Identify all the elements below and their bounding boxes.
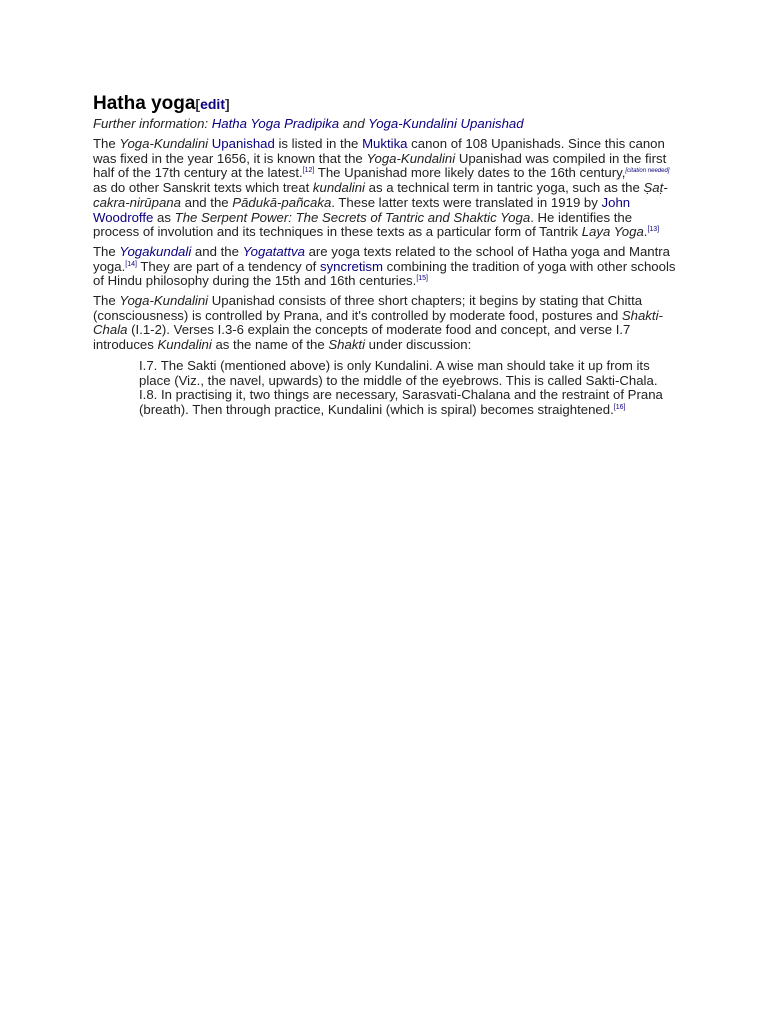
text: They are part of a tendency of: [136, 258, 320, 274]
italic-text: Kundalini: [157, 337, 212, 353]
text: canon of 108 Upanishads. Since this canon was fixed in the year 1656, it is known that the: [93, 136, 665, 166]
text: The: [93, 136, 120, 151]
text: as: [153, 209, 175, 225]
yoga-kundalini-upanishad-link[interactable]: Yoga-Kundalini Upanishad: [368, 116, 524, 131]
text: The Upanishad more likely dates to the 16th century,: [314, 165, 626, 181]
reference-link[interactable]: [13]: [647, 226, 660, 234]
hatha-yoga-pradipika-link[interactable]: Hatha Yoga Pradipika: [211, 116, 340, 131]
citation-needed[interactable]: [625, 168, 669, 174]
text: .: [643, 224, 648, 240]
paragraph-2: [93, 245, 678, 289]
italic-text: Shakti-Chala: [93, 307, 663, 338]
paragraph-3: [93, 294, 678, 353]
edit-bracket-close: ]: [224, 96, 230, 112]
edit-section: [195, 96, 229, 112]
section-title: Hatha yoga: [93, 93, 196, 114]
hatnote-separator: and: [339, 116, 369, 131]
section-heading: [93, 91, 678, 115]
reference-link[interactable]: [15]: [416, 275, 429, 283]
text: Upanishad consists of three short chapters; it begins by stating that Chitta (consciousness) is controlled by Prana, and it's controlled by moderate food, postures and: [93, 293, 643, 323]
reference-16[interactable]: [614, 404, 626, 411]
italic-text: Laya Yoga: [581, 224, 644, 240]
italic-text: Shakti: [328, 337, 366, 353]
text: and the: [191, 243, 243, 259]
italic-text: Ṣaṭ-cakra-nirūpana: [93, 180, 668, 210]
text: is listed in the: [274, 136, 363, 151]
text: as a technical term in tantric yoga, such as the: [364, 180, 644, 196]
italic-text: kundalini: [312, 180, 365, 196]
verse-1-7: I.7. The Sakti (mentioned above) is only Kundalini. A wise man should take it up from its place (Viz., the navel, upwards) to the middle of the eyebrows. This is called Sakti-Chala.: [139, 357, 658, 388]
verse-text: I.8. In practising it, two things are necessary, Sarasvati-Chalana and the restraint of Prana (breath). Then through practice, Kundalini (which is spiral) becomes straightened.: [139, 387, 663, 417]
italic-text: Yoga-Kundalini: [119, 136, 209, 151]
text: and the: [180, 194, 233, 210]
quoted-verses: [139, 359, 678, 418]
citation-needed-link[interactable]: [citation needed]: [625, 168, 670, 175]
reference-14[interactable]: [125, 261, 137, 268]
paragraph-1: [93, 137, 678, 240]
edit-link[interactable]: edit: [200, 96, 225, 112]
reference-link[interactable]: [12]: [302, 167, 315, 175]
text: under discussion:: [365, 337, 472, 353]
further-information-note: [93, 115, 678, 132]
verse-1-8: [139, 388, 678, 417]
muktika-link[interactable]: Muktika: [362, 136, 408, 151]
reference-link[interactable]: [16]: [613, 403, 626, 411]
italic-text: Pādukā-pañcaka: [232, 194, 332, 210]
edit-bracket-open: [: [195, 96, 201, 112]
text: are yoga texts related to the school of Hatha yoga and Mantra yoga.: [93, 243, 670, 274]
text: . These latter texts were translated in 1919 by: [331, 194, 602, 210]
article-section: [93, 91, 678, 418]
text: The: [93, 243, 120, 259]
reference-13[interactable]: [647, 226, 659, 233]
hatnote-prefix: Further information:: [93, 116, 212, 131]
italic-text: The Serpent Power: The Secrets of Tantric and Shaktic Yoga: [174, 209, 531, 225]
yogatattva-link[interactable]: Yogatattva: [242, 243, 305, 259]
text: as the name of the: [211, 337, 329, 353]
reference-12[interactable]: [303, 167, 315, 174]
text: combining the tradition of yoga with other schools of Hindu philosophy during the 15th and 16th centuries.: [93, 258, 676, 289]
john-woodroffe-link[interactable]: John Woodroffe: [93, 194, 631, 225]
yogakundali-link[interactable]: Yogakundali: [119, 243, 192, 259]
text: The: [93, 293, 120, 309]
text: . He identifies the process of involution and its techniques in these texts as a particular form of Tantrik: [93, 209, 633, 240]
italic-text: Yoga-Kundalini: [119, 293, 209, 309]
reference-link[interactable]: [14]: [125, 260, 137, 268]
syncretism-link[interactable]: syncretism: [319, 258, 383, 274]
text: (I.1-2). Verses I.3-6 explain the concepts of moderate food and concept, and verse I.7 introduces: [93, 322, 631, 353]
italic-text: Yoga-Kundalini: [366, 150, 456, 166]
text: Upanishad was compiled in the first half of the 17th century at the latest.: [93, 150, 667, 181]
text: as do other Sanskrit texts which treat: [93, 180, 313, 196]
upanishad-link[interactable]: Upanishad: [208, 136, 275, 151]
reference-15[interactable]: [416, 275, 428, 282]
